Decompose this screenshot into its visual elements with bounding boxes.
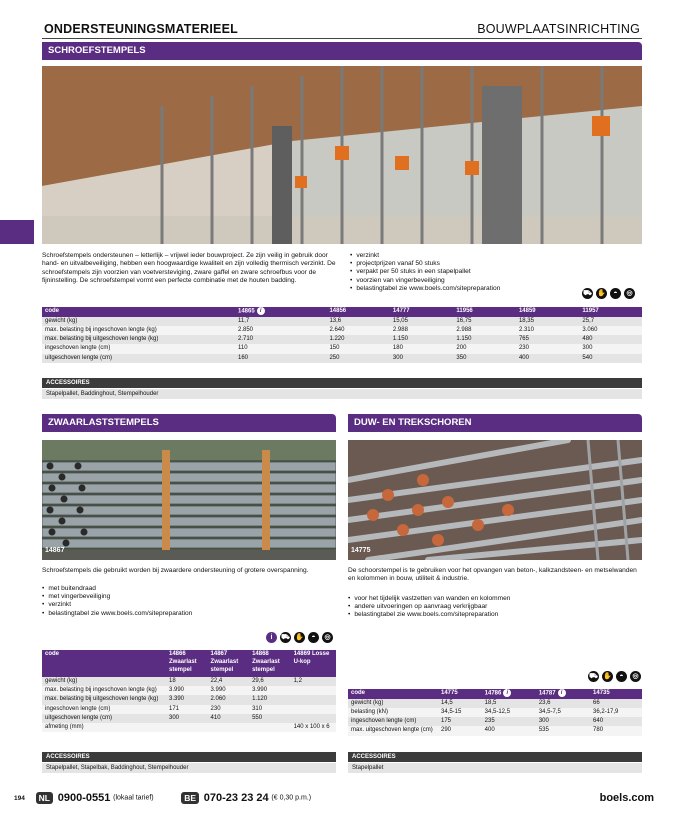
cell: 34,5-15	[438, 708, 482, 717]
row-label: uitgeschoven lengte (cm)	[42, 354, 235, 363]
side-tab-marker	[0, 220, 34, 244]
cell: 230	[516, 344, 579, 353]
table-row	[348, 699, 642, 708]
zwaarlaststempels-description: Schroefstempels die gebruikt worden bij zwaardere ondersteuning of grotere overspanning.	[42, 567, 309, 574]
cell: 14,5	[438, 699, 482, 708]
brand-link[interactable]: boels.com	[599, 792, 654, 804]
cell: 22,4	[208, 677, 250, 686]
be-phone[interactable]: 070-23 23 24	[203, 792, 269, 804]
forklift-icon: ⛟	[583, 290, 592, 297]
cell: 2.988	[453, 326, 516, 335]
goggles-icon: ◎	[624, 288, 635, 299]
cell: 540	[579, 354, 642, 363]
cell: 2.640	[326, 326, 389, 335]
cell: 3.990	[249, 686, 291, 695]
cell: 18,5	[482, 699, 536, 708]
page-category: BOUWPLAATSINRICHTING	[477, 22, 640, 36]
cell: 310	[249, 705, 291, 714]
cell: 160	[235, 354, 326, 363]
cell: 171	[166, 705, 208, 714]
cell: 13,6	[326, 317, 389, 326]
cell	[166, 723, 208, 732]
cell: 180	[390, 344, 453, 353]
section-header-duw-en-trekschoren: DUW- EN TREKSCHOREN	[348, 414, 642, 432]
table-row	[42, 705, 336, 714]
goggles-icon: ◎	[630, 671, 641, 682]
glove-icon: ✋	[597, 290, 606, 297]
helmet-icon: ◓	[610, 288, 621, 299]
duw-en-trekschoren-photo	[348, 440, 642, 560]
header-divider	[42, 38, 642, 39]
cell: 25,7	[579, 317, 642, 326]
cell: 11,7	[235, 317, 326, 326]
cell: 2.310	[516, 326, 579, 335]
row-label: gewicht (kg)	[42, 317, 235, 326]
table-row	[42, 686, 336, 695]
zwaarlaststempels-features	[42, 585, 336, 618]
nl-rate-note: (lokaal tarief)	[113, 794, 154, 802]
row-label: max. belasting bij ingeschoven lengte (kg)	[42, 686, 166, 695]
feature-item: • belastingtabel zie www.boels.com/sitepreparation	[42, 610, 336, 618]
cell: 300	[166, 714, 208, 723]
feature-item: • voor het tijdelijk vastzetten van wanden en kolommen	[348, 595, 642, 603]
table-header-cell: 14869 Losse U-kop	[291, 650, 336, 677]
cell: 780	[590, 726, 642, 735]
cell: 150	[326, 344, 389, 353]
table-header-cell: 14865 i	[235, 307, 326, 317]
duw-en-trekschoren-features	[348, 595, 642, 620]
table-header-cell: 14775	[438, 689, 482, 699]
feature-item: • verzinkt	[42, 601, 336, 609]
table-row	[348, 708, 642, 717]
feature-item: • projectprijzen vanaf 50 stuks	[350, 260, 630, 268]
row-label: max. belasting bij ingeschoven lengte (kg)	[42, 326, 235, 335]
info-icon[interactable]: i	[257, 307, 265, 315]
row-label: ingeschoven lengte (cm)	[42, 705, 166, 714]
cell	[208, 723, 250, 732]
feature-item: • met vingerbeveiliging	[42, 593, 336, 601]
zwaarlaststempels-accessories: Stapelpallet, Stapelbak, Baddinghout, Stempelhouder	[42, 763, 336, 773]
info-icon[interactable]: i	[558, 689, 566, 697]
cell: 230	[208, 705, 250, 714]
row-label: max. belasting bij uitgeschoven lengte (kg)	[42, 695, 166, 704]
zwaarlaststempels-photo	[42, 440, 336, 560]
duw-en-trekschoren-table	[348, 689, 642, 736]
schroefstempels-accessories: Stapelpallet, Baddinghout, Stempelhouder	[42, 389, 642, 399]
cell: 29,6	[249, 677, 291, 686]
table-row	[42, 317, 642, 326]
cell: 34,5-7,5	[536, 708, 590, 717]
nl-badge: NL	[36, 792, 53, 804]
cell: 1.120	[249, 695, 291, 704]
feature-item: • verzinkt	[350, 252, 630, 260]
table-header-cell: 14866 Zwaarlast stempel	[166, 650, 208, 677]
cell: 16,75	[453, 317, 516, 326]
table-header-cell: code	[42, 650, 166, 677]
table-row	[42, 714, 336, 723]
table-header-cell: code	[42, 307, 235, 317]
duw-en-trekschoren-accessories-header: ACCESSOIRES	[348, 752, 642, 762]
cell: 175	[438, 717, 482, 726]
duw-photo-code: 14775	[351, 547, 371, 554]
schroefstempels-accessories-header: ACCESSOIRES	[42, 378, 642, 388]
cell: 290	[438, 726, 482, 735]
cell: 3.990	[208, 686, 250, 695]
table-header-cell: 14868 Zwaarlast stempel	[249, 650, 291, 677]
schroefstempels-description: Schroefstempels ondersteunen – letterlijk – vrijwel ieder bouwproject. Ze zijn veilig in gebruik door hand- en uitvalbeveiliging, hebben een hoogwaardige kwaliteit en zijn volledig thermisch verzinkt. De schroefstempels zijn voorzien van voetversteviging, zware gaffel en zware schroefbus voor de fijninstelling. De schroefstempel vormt een perfecte combinatie met de houten badding.	[42, 252, 336, 285]
cell: 300	[390, 354, 453, 363]
cell: 1.150	[390, 335, 453, 344]
duw-en-trekschoren-accessories: Stapelpallet	[348, 763, 642, 773]
row-label: ingeschoven lengte (cm)	[42, 344, 235, 353]
cell: 250	[326, 354, 389, 363]
cell	[291, 695, 336, 704]
zwaarlaststempels-accessories-header: ACCESSOIRES	[42, 752, 336, 762]
row-label: max. uitgeschoven lengte (cm)	[348, 726, 438, 735]
table-row	[42, 695, 336, 704]
row-label: ingeschoven lengte (cm)	[348, 717, 438, 726]
cell: 2.710	[235, 335, 326, 344]
feature-item: • andere uitvoeringen op aanvraag verkrijgbaar	[348, 603, 642, 611]
cell: 66	[590, 699, 642, 708]
cell: 23,6	[536, 699, 590, 708]
table-row	[348, 717, 642, 726]
cell: 550	[249, 714, 291, 723]
cell: 110	[235, 344, 326, 353]
cell: 3.060	[579, 326, 642, 335]
be-rate-note: (€ 0,30 p.m.)	[271, 794, 312, 802]
feature-item: • met buitendraad	[42, 585, 336, 593]
section-header-zwaarlaststempels: ZWAARLASTSTEMPELS	[42, 414, 336, 432]
zwaarlaststempels-safety-icons	[266, 632, 333, 643]
nl-phone[interactable]: 0900-0551	[57, 792, 111, 804]
schroefstempels-safety-icons	[582, 288, 635, 299]
cell: 300	[579, 344, 642, 353]
schroefstempels-photo	[42, 66, 642, 244]
cell: 1,2	[291, 677, 336, 686]
forklift-icon: ⛟	[281, 634, 290, 641]
table-row	[42, 344, 642, 353]
feature-item: • verpakt per 50 stuks in een stapelpallet	[350, 268, 630, 276]
row-label: gewicht (kg)	[348, 699, 438, 708]
cell: 400	[482, 726, 536, 735]
cell: 765	[516, 335, 579, 344]
cell: 235	[482, 717, 536, 726]
helmet-icon: ◓	[616, 671, 627, 682]
feature-item: • voorzien van vingerbeveiliging	[350, 277, 630, 285]
cell: 15,05	[390, 317, 453, 326]
table-row	[42, 677, 336, 686]
cell	[291, 705, 336, 714]
table-header-cell: 14867 Zwaarlast stempel	[208, 650, 250, 677]
row-label: gewicht (kg)	[42, 677, 166, 686]
cell: 2.850	[235, 326, 326, 335]
cell	[249, 723, 291, 732]
cell	[291, 686, 336, 695]
cell: 535	[536, 726, 590, 735]
section-header-schroefstempels: SCHROEFSTEMPELS	[42, 42, 642, 60]
table-header-cell: 14787 i	[536, 689, 590, 699]
info-icon[interactable]: i	[503, 689, 511, 697]
table-row	[42, 723, 336, 732]
table-row	[348, 726, 642, 735]
glove-icon: ✋	[295, 634, 304, 641]
table-row	[42, 354, 642, 363]
cell: 410	[208, 714, 250, 723]
row-label: afmeting (mm)	[42, 723, 166, 732]
info-icon[interactable]: i	[266, 632, 277, 643]
cell: 140 x 100 x 6	[291, 723, 336, 732]
glove-icon: ✋	[603, 673, 612, 680]
cell: 400	[516, 354, 579, 363]
zwaarlast-photo-code: 14867	[45, 547, 65, 554]
feature-item: • belastingtabel zie www.boels.com/sitepreparation	[348, 611, 642, 619]
table-header-cell: 14735	[590, 689, 642, 699]
cell: 200	[453, 344, 516, 353]
cell: 640	[590, 717, 642, 726]
row-label: uitgeschoven lengte (cm)	[42, 714, 166, 723]
cell: 18	[166, 677, 208, 686]
page-footer	[14, 792, 654, 808]
table-header-cell: 14859	[516, 307, 579, 317]
cell: 1.150	[453, 335, 516, 344]
forklift-icon: ⛟	[589, 673, 598, 680]
cell	[291, 714, 336, 723]
duw-en-trekschoren-description: De schoorstempel is te gebruiken voor het opvangen van beton-, kalkzandsteen- en metselwanden en kolommen in bouw, utiliteit & industrie.	[348, 567, 637, 583]
cell: 300	[536, 717, 590, 726]
table-header-cell: 11957	[579, 307, 642, 317]
table-row	[42, 326, 642, 335]
cell: 34,5-12,5	[482, 708, 536, 717]
table-header-cell: 14786 i	[482, 689, 536, 699]
cell: 3.990	[166, 686, 208, 695]
cell: 1.220	[326, 335, 389, 344]
table-header-cell: 14856	[326, 307, 389, 317]
table-row	[42, 335, 642, 344]
table-header-cell: code	[348, 689, 438, 699]
schroefstempels-table	[42, 307, 642, 363]
page-title: ONDERSTEUNINGSMATERIEEL	[44, 22, 238, 36]
be-badge: BE	[181, 792, 199, 804]
cell: 3.390	[166, 695, 208, 704]
row-label: belasting (kN)	[348, 708, 438, 717]
cell: 350	[453, 354, 516, 363]
cell: 36,2-17,9	[590, 708, 642, 717]
cell: 480	[579, 335, 642, 344]
cell: 2.988	[390, 326, 453, 335]
cell: 18,35	[516, 317, 579, 326]
duw-en-trekschoren-safety-icons	[588, 671, 641, 682]
cell: 2.060	[208, 695, 250, 704]
table-header-cell: 14777	[390, 307, 453, 317]
helmet-icon: ◓	[308, 632, 319, 643]
zwaarlaststempels-table	[42, 650, 336, 732]
row-label: max. belasting bij uitgeschoven lengte (kg)	[42, 335, 235, 344]
schroefstempels-features	[350, 252, 630, 293]
table-header-cell: 11956	[453, 307, 516, 317]
page-number: 194	[14, 794, 25, 802]
goggles-icon: ◎	[322, 632, 333, 643]
feature-item: • belastingtabel zie www.boels.com/sitepreparation	[350, 285, 630, 293]
